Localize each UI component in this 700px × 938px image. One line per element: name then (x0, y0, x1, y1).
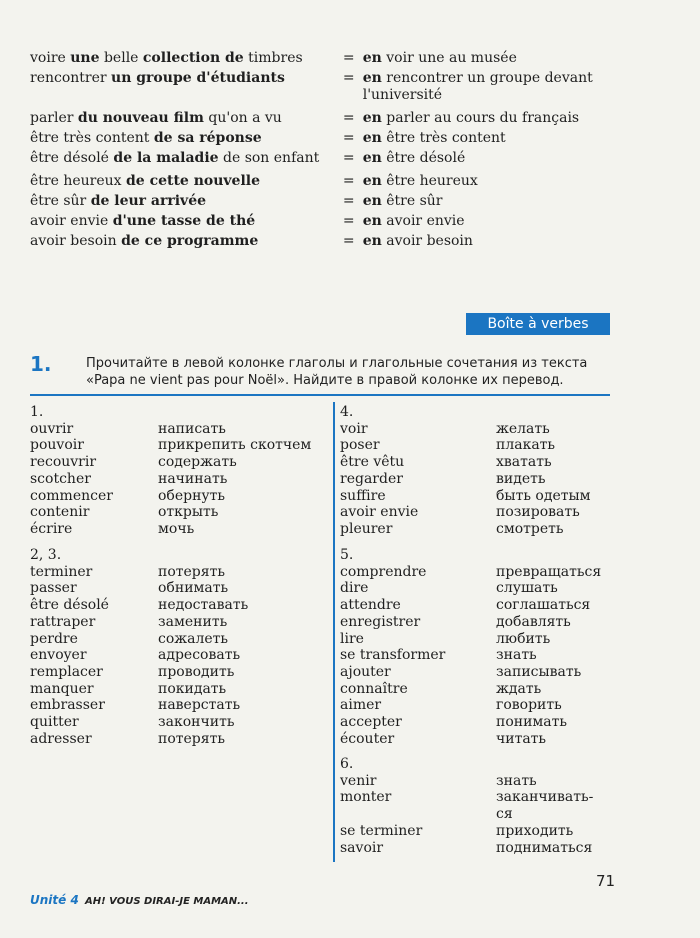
verb-pair-row (340, 471, 616, 488)
russian-translation: видеть (496, 470, 546, 487)
equals-sign: = (342, 213, 355, 229)
page-number: 71 (596, 872, 616, 890)
french-verb: rattraper (30, 613, 96, 630)
equals-sign: = (342, 193, 355, 209)
russian-translation: приходить (496, 822, 574, 839)
equals-sign: = (342, 233, 355, 249)
equivalence-row (30, 150, 630, 167)
russian-translation: наверстать (158, 697, 241, 714)
equivalence-right: en être très content (362, 130, 506, 146)
verb-pair-row (340, 664, 616, 681)
french-verb: manquer (30, 680, 94, 697)
group-label: 1. (30, 404, 44, 420)
equivalence-left: être sûr de leur arrivée (30, 193, 207, 209)
russian-translation: обернуть (158, 487, 226, 504)
verb-group-1 (30, 404, 318, 538)
column-divider (333, 402, 335, 862)
verb-pair-row (30, 471, 318, 488)
russian-translation: ждать (496, 680, 542, 697)
equivalence-row (30, 130, 630, 147)
verb-pair-row (30, 614, 318, 631)
french-verb: passer (30, 580, 77, 597)
verb-pair-row (30, 580, 318, 597)
russian-translation: любить (496, 630, 551, 647)
equivalence-right: en avoir besoin (362, 233, 473, 249)
verb-pair-row (30, 664, 318, 681)
verb-pair-row (340, 504, 616, 521)
russian-translation: покидать (158, 680, 227, 697)
verb-pair-row (30, 454, 318, 471)
equivalence-right: en être désolé (362, 150, 466, 166)
verb-pair-row (340, 840, 616, 857)
russian-translation: читать (496, 730, 547, 747)
equivalence-left: voire une belle collection de timbres (30, 50, 303, 66)
verb-pair-row (30, 504, 318, 521)
russian-translation: содержать (158, 454, 237, 471)
verb-pair-row (30, 681, 318, 698)
french-verb: voir (340, 420, 368, 437)
russian-translation: подниматься (496, 839, 593, 856)
russian-translation: знать (496, 647, 537, 664)
russian-translation: говорить (496, 697, 562, 714)
equivalence-left: avoir besoin de ce programme (30, 233, 259, 249)
equals-sign: = (342, 110, 355, 126)
french-verb: savoir (340, 839, 384, 856)
equivalence-row (30, 233, 630, 250)
verb-pair-row (340, 697, 616, 714)
french-verb: écouter (340, 730, 395, 747)
russian-translation: смотреть (496, 520, 564, 537)
verb-pair-row (30, 714, 318, 731)
russian-translation: заканчивать- (496, 789, 594, 806)
french-verb: quitter (30, 714, 79, 731)
russian-translation: закончить (158, 714, 235, 731)
french-verb: être vêtu (340, 454, 405, 471)
verb-pair-row (340, 647, 616, 664)
group-label: 2, 3. (30, 547, 62, 563)
equivalence-right: en avoir envie (362, 213, 465, 229)
verb-pair-row (340, 580, 616, 597)
french-verb: écrire (30, 520, 73, 537)
french-verb: ajouter (340, 663, 391, 680)
russian-translation: желать (496, 420, 550, 437)
french-verb: regarder (340, 470, 403, 487)
verb-pair-row (340, 789, 616, 806)
verb-pair-row (340, 631, 616, 648)
russian-translation: понимать (496, 714, 568, 731)
russian-translation: написать (158, 420, 226, 437)
russian-translation: позировать (496, 504, 580, 521)
russian-translation: открыть (158, 504, 219, 521)
verb-pair-row (30, 647, 318, 664)
russian-translation: мочь (158, 520, 195, 537)
french-verb: monter (340, 789, 392, 806)
verb-pair-row (30, 564, 318, 581)
verb-pair-row (30, 488, 318, 505)
russian-translation: обнимать (158, 580, 229, 597)
french-verb: commencer (30, 487, 113, 504)
verb-pair-row (340, 564, 616, 581)
french-verb: lire (340, 630, 364, 647)
french-verb: se terminer (340, 822, 423, 839)
verb-pair-row (340, 823, 616, 840)
russian-translation: быть одетым (496, 487, 591, 504)
french-verb: être désolé (30, 597, 109, 614)
verb-pair-row (340, 437, 616, 454)
russian-translation: соглашаться (496, 597, 591, 614)
equivalence-left: rencontrer un groupe d'étudiants (30, 70, 285, 86)
equals-sign: = (342, 150, 355, 166)
exercise-instruction: Прочитайте в левой колонке глаголы и глагольные сочетания из текста «Papa ne vient pas pour Noël». Найдите в правой колонке их перевод. (86, 356, 588, 388)
equivalence-right: en être heureux (362, 173, 478, 189)
equivalence-list (30, 50, 630, 253)
russian-translation: прикрепить скотчем (158, 437, 312, 454)
verb-group-5 (340, 547, 616, 747)
verb-pair-row (30, 437, 318, 454)
russian-translation: адресовать (158, 647, 241, 664)
unit-subtitle: AH! VOUS DIRAI-JE MAMAN... (85, 896, 249, 907)
french-verb: pleurer (340, 520, 393, 537)
french-verb: scotcher (30, 470, 91, 487)
french-verb: pouvoir (30, 437, 84, 454)
french-verb: accepter (340, 714, 402, 731)
french-verb: avoir envie (340, 504, 419, 521)
verb-pair-row (340, 731, 616, 748)
equals-sign: = (342, 50, 355, 66)
unit-footer (30, 893, 249, 907)
russian-translation: начинать (158, 470, 228, 487)
french-verb: enregistrer (340, 613, 421, 630)
equivalence-row (30, 173, 630, 190)
french-verb: aimer (340, 697, 382, 714)
french-verb: attendre (340, 597, 401, 614)
russian-translation: хватать (496, 454, 552, 471)
russian-translation: слушать (496, 580, 558, 597)
boite-a-verbes-tag: Boîte à verbes (466, 313, 610, 335)
french-verb: comprendre (340, 563, 427, 580)
equivalence-row (30, 110, 630, 127)
verb-pair-row (340, 681, 616, 698)
equals-sign: = (342, 70, 355, 86)
verb-pair-row (340, 773, 616, 790)
equivalence-left: être désolé de la maladie de son enfant (30, 150, 320, 166)
french-verb: remplacer (30, 663, 103, 680)
equivalence-right: en rencontrer un groupe devant l'université (362, 70, 593, 103)
verb-pair-row (30, 597, 318, 614)
french-verb: recouvrir (30, 454, 97, 471)
french-verb: suffire (340, 487, 386, 504)
russian-translation: превращаться (496, 563, 602, 580)
verb-pair-row (340, 454, 616, 471)
russian-translation: потерять (158, 563, 225, 580)
verb-pair-row (340, 714, 616, 731)
french-verb (340, 806, 496, 823)
group-label: 4. (340, 404, 354, 420)
french-verb: se transformer (340, 647, 446, 664)
verb-group-2-3 (30, 547, 318, 747)
french-verb: terminer (30, 563, 93, 580)
verb-pair-row (340, 421, 616, 438)
verb-pair-row (340, 488, 616, 505)
equivalence-right: en être sûr (362, 193, 443, 209)
russian-translation: заменить (158, 613, 228, 630)
french-verb: poser (340, 437, 380, 454)
verb-pair-row (340, 597, 616, 614)
french-verb: venir (340, 772, 377, 789)
equals-sign: = (342, 130, 355, 146)
russian-translation: знать (496, 772, 537, 789)
russian-translation: плакать (496, 437, 556, 454)
equivalence-left: être heureux de cette nouvelle (30, 173, 260, 189)
verb-pair-row (340, 521, 616, 538)
russian-translation: проводить (158, 663, 235, 680)
french-verb: perdre (30, 630, 78, 647)
equivalence-left: parler du nouveau film qu'on a vu (30, 110, 282, 126)
french-verb: connaître (340, 680, 408, 697)
exercise-underline (30, 394, 610, 396)
equivalence-row (30, 70, 630, 104)
verb-pair-row (340, 614, 616, 631)
verb-pair-row (30, 731, 318, 748)
verb-pair-row (30, 631, 318, 648)
russian-translation: недоставать (158, 597, 249, 614)
russian-translation: добавлять (496, 613, 571, 630)
exercise-number: 1. (30, 352, 52, 376)
equivalence-row (30, 193, 630, 210)
equivalence-right: en voir une au musée (362, 50, 517, 66)
russian-translation: ся (496, 806, 513, 823)
group-label: 5. (340, 547, 354, 563)
equivalence-row (30, 213, 630, 230)
russian-translation: потерять (158, 730, 225, 747)
french-verb: envoyer (30, 647, 87, 664)
group-label: 6. (340, 756, 354, 772)
french-verb: embrasser (30, 697, 105, 714)
equivalence-right: en parler au cours du français (362, 110, 580, 126)
verb-group-4 (340, 404, 616, 538)
french-verb: contenir (30, 504, 90, 521)
french-verb: dire (340, 580, 369, 597)
equals-sign: = (342, 173, 355, 189)
russian-translation: записывать (496, 663, 582, 680)
french-verb: ouvrir (30, 420, 74, 437)
equivalence-left: être très content de sa réponse (30, 130, 262, 146)
equivalence-row (30, 50, 630, 67)
verb-pair-row (30, 521, 318, 538)
french-verb: adresser (30, 730, 92, 747)
verb-pair-row (340, 806, 616, 823)
verb-pair-row (30, 421, 318, 438)
verb-pair-row (30, 697, 318, 714)
unit-label: Unité 4 (30, 893, 79, 907)
equivalence-left: avoir envie d'une tasse de thé (30, 213, 256, 229)
russian-translation: сожалеть (158, 630, 229, 647)
verb-group-6 (340, 756, 616, 856)
